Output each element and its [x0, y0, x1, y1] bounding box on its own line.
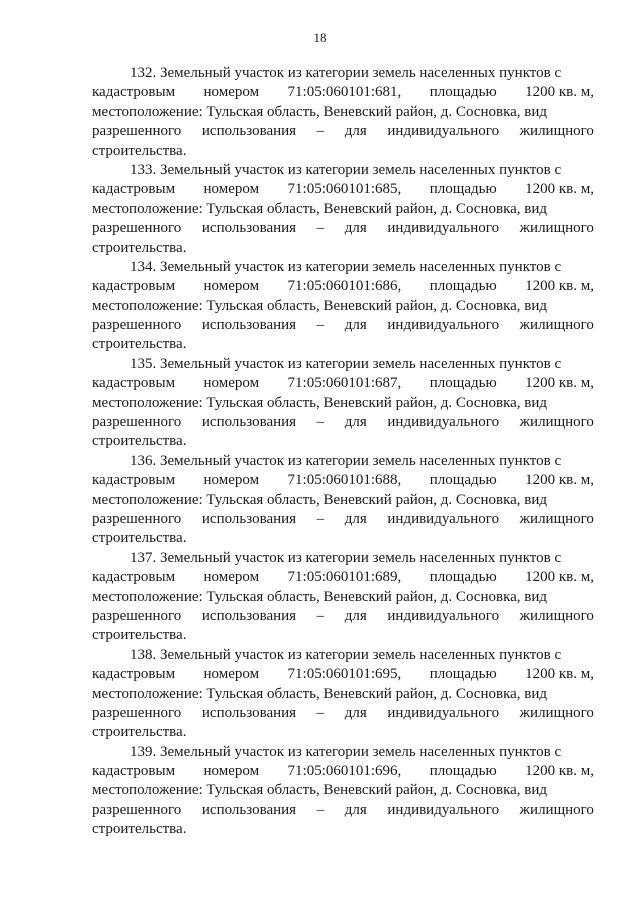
word: жилищного: [519, 414, 594, 431]
word: площадью: [429, 763, 497, 780]
location-text: местоположение: Тульская область, Веневский район, д. Сосновка, вид: [92, 394, 548, 411]
cadastral-number: 71:05:060101:686,: [287, 278, 402, 295]
word: площадью: [429, 84, 497, 101]
word: –: [316, 801, 325, 818]
word: использования: [201, 123, 297, 140]
word: жилищного: [519, 317, 594, 334]
area-value: 1200 кв. м,: [525, 278, 594, 295]
area-value: 1200 кв. м,: [525, 84, 594, 101]
entry-line-5: [92, 723, 594, 742]
entry-line-3: [92, 685, 594, 704]
word: для: [344, 123, 367, 140]
entry-end-text: строительства.: [92, 530, 187, 547]
word: использования: [201, 704, 297, 721]
area-value: 1200 кв. м,: [525, 472, 594, 489]
entry-line-1-text: 136. Земельный участок из категории земель населенных пунктов с: [130, 452, 562, 469]
word: для: [344, 607, 367, 624]
entry-end-text: строительства.: [92, 142, 187, 159]
word: кадастровым: [92, 569, 176, 586]
entry-line-2: [92, 180, 594, 199]
entry-end-text: строительства.: [92, 239, 187, 256]
word: разрешенного: [92, 220, 182, 237]
word: кадастровым: [92, 375, 176, 392]
entry-line-5: [92, 529, 594, 548]
word: –: [316, 607, 325, 624]
entry-line-1: [92, 549, 594, 568]
land-plot-entry: [92, 64, 594, 161]
area-value: 1200 кв. м,: [525, 375, 594, 392]
word: использования: [201, 801, 297, 818]
word: индивидуального: [387, 317, 500, 334]
entry-line-4: [92, 122, 594, 141]
word: –: [316, 414, 325, 431]
entry-line-5: [92, 626, 594, 645]
cadastral-number: 71:05:060101:681,: [287, 84, 402, 101]
word: номером: [203, 278, 260, 295]
entry-line-4: [92, 316, 594, 335]
word: номером: [203, 569, 260, 586]
entry-line-1-text: 137. Земельный участок из категории земель населенных пунктов с: [130, 549, 562, 566]
word: разрешенного: [92, 414, 182, 431]
word: –: [316, 123, 325, 140]
word: разрешенного: [92, 123, 182, 140]
entry-line-1: [92, 743, 594, 762]
entry-line-3: [92, 394, 594, 413]
word: площадью: [429, 181, 497, 198]
entry-line-2: [92, 762, 594, 781]
entry-line-1: [92, 161, 594, 180]
entry-line-2: [92, 277, 594, 296]
entry-line-4: [92, 801, 594, 820]
entry-line-3: [92, 781, 594, 800]
word: –: [316, 704, 325, 721]
word: кадастровым: [92, 278, 176, 295]
entry-line-1: [92, 646, 594, 665]
word: номером: [203, 472, 260, 489]
word: для: [344, 317, 367, 334]
word: разрешенного: [92, 801, 182, 818]
word: площадью: [429, 569, 497, 586]
cadastral-number: 71:05:060101:685,: [287, 181, 402, 198]
word: разрешенного: [92, 704, 182, 721]
land-plot-entry: [92, 743, 594, 840]
word: жилищного: [519, 220, 594, 237]
word: –: [316, 317, 325, 334]
word: индивидуального: [387, 704, 500, 721]
entry-line-3: [92, 200, 594, 219]
land-plot-entry: [92, 646, 594, 743]
entry-end-text: строительства.: [92, 821, 187, 838]
entry-line-1: [92, 64, 594, 83]
area-value: 1200 кв. м,: [525, 181, 594, 198]
word: использования: [201, 510, 297, 527]
entry-line-1-text: 133. Земельный участок из категории земель населенных пунктов с: [130, 161, 562, 178]
area-value: 1200 кв. м,: [525, 763, 594, 780]
entry-line-2: [92, 665, 594, 684]
entry-line-5: [92, 142, 594, 161]
word: индивидуального: [387, 510, 500, 527]
word: индивидуального: [387, 607, 500, 624]
word: номером: [203, 666, 260, 683]
entry-line-2: [92, 83, 594, 102]
word: площадью: [429, 666, 497, 683]
entry-line-4: [92, 219, 594, 238]
entry-line-3: [92, 103, 594, 122]
word: кадастровым: [92, 666, 176, 683]
word: для: [344, 704, 367, 721]
word: для: [344, 220, 367, 237]
word: разрешенного: [92, 317, 182, 334]
location-text: местоположение: Тульская область, Веневский район, д. Сосновка, вид: [92, 103, 548, 120]
word: номером: [203, 375, 260, 392]
location-text: местоположение: Тульская область, Веневский район, д. Сосновка, вид: [92, 297, 548, 314]
entry-line-1: [92, 452, 594, 471]
word: жилищного: [519, 704, 594, 721]
entry-end-text: строительства.: [92, 724, 187, 741]
location-text: местоположение: Тульская область, Веневский район, д. Сосновка, вид: [92, 685, 548, 702]
entry-line-1-text: 134. Земельный участок из категории земель населенных пунктов с: [130, 258, 562, 275]
land-plot-entry: [92, 452, 594, 549]
word: номером: [203, 84, 260, 101]
word: площадью: [429, 472, 497, 489]
cadastral-number: 71:05:060101:695,: [287, 666, 402, 683]
entry-line-4: [92, 510, 594, 529]
word: использования: [201, 414, 297, 431]
land-plot-entry: [92, 258, 594, 355]
entry-line-5: [92, 335, 594, 354]
word: индивидуального: [387, 123, 500, 140]
entry-line-4: [92, 607, 594, 626]
entry-line-1-text: 135. Земельный участок из категории земель населенных пунктов с: [130, 355, 562, 372]
word: жилищного: [519, 801, 594, 818]
location-text: местоположение: Тульская область, Веневский район, д. Сосновка, вид: [92, 491, 548, 508]
location-text: местоположение: Тульская область, Веневский район, д. Сосновка, вид: [92, 782, 548, 799]
cadastral-number: 71:05:060101:687,: [287, 375, 402, 392]
word: индивидуального: [387, 414, 500, 431]
word: использования: [201, 317, 297, 334]
page-number: 18: [313, 30, 327, 45]
word: площадью: [429, 278, 497, 295]
entry-line-3: [92, 491, 594, 510]
word: индивидуального: [387, 220, 500, 237]
entry-end-text: строительства.: [92, 627, 187, 644]
entry-line-5: [92, 432, 594, 451]
entry-line-1-text: 138. Земельный участок из категории земель населенных пунктов с: [130, 646, 562, 663]
word: номером: [203, 181, 260, 198]
cadastral-number: 71:05:060101:696,: [287, 763, 402, 780]
location-text: местоположение: Тульская область, Веневский район, д. Сосновка, вид: [92, 200, 548, 217]
entry-line-3: [92, 297, 594, 316]
entry-end-text: строительства.: [92, 433, 187, 450]
area-value: 1200 кв. м,: [525, 569, 594, 586]
cadastral-number: 71:05:060101:688,: [287, 472, 402, 489]
word: кадастровым: [92, 84, 176, 101]
word: использования: [201, 607, 297, 624]
entry-line-2: [92, 374, 594, 393]
word: разрешенного: [92, 607, 182, 624]
word: разрешенного: [92, 510, 182, 527]
entry-line-1: [92, 258, 594, 277]
entry-line-2: [92, 568, 594, 587]
cadastral-number: 71:05:060101:689,: [287, 569, 402, 586]
entry-line-4: [92, 413, 594, 432]
land-plot-entry: [92, 161, 594, 258]
entry-line-1-text: 132. Земельный участок из категории земель населенных пунктов с: [130, 65, 562, 81]
entry-line-4: [92, 704, 594, 723]
word: для: [344, 801, 367, 818]
word: индивидуального: [387, 801, 500, 818]
land-plot-entry: [92, 549, 594, 646]
word: использования: [201, 220, 297, 237]
word: номером: [203, 763, 260, 780]
word: –: [316, 220, 325, 237]
word: жилищного: [519, 607, 594, 624]
location-text: местоположение: Тульская область, Веневский район, д. Сосновка, вид: [92, 588, 548, 605]
word: кадастровым: [92, 181, 176, 198]
entry-line-5: [92, 239, 594, 258]
entry-line-1-text: 139. Земельный участок из категории земель населенных пунктов с: [130, 743, 562, 760]
land-plot-entry: [92, 355, 594, 452]
entry-line-2: [92, 471, 594, 490]
entry-line-3: [92, 588, 594, 607]
entry-line-1: [92, 355, 594, 374]
word: для: [344, 510, 367, 527]
entry-end-text: строительства.: [92, 336, 187, 353]
document-body: [92, 64, 594, 840]
word: кадастровым: [92, 472, 176, 489]
word: площадью: [429, 375, 497, 392]
entry-line-5: [92, 820, 594, 839]
word: жилищного: [519, 123, 594, 140]
word: для: [344, 414, 367, 431]
area-value: 1200 кв. м,: [525, 666, 594, 683]
word: –: [316, 510, 325, 527]
word: кадастровым: [92, 763, 176, 780]
word: жилищного: [519, 510, 594, 527]
